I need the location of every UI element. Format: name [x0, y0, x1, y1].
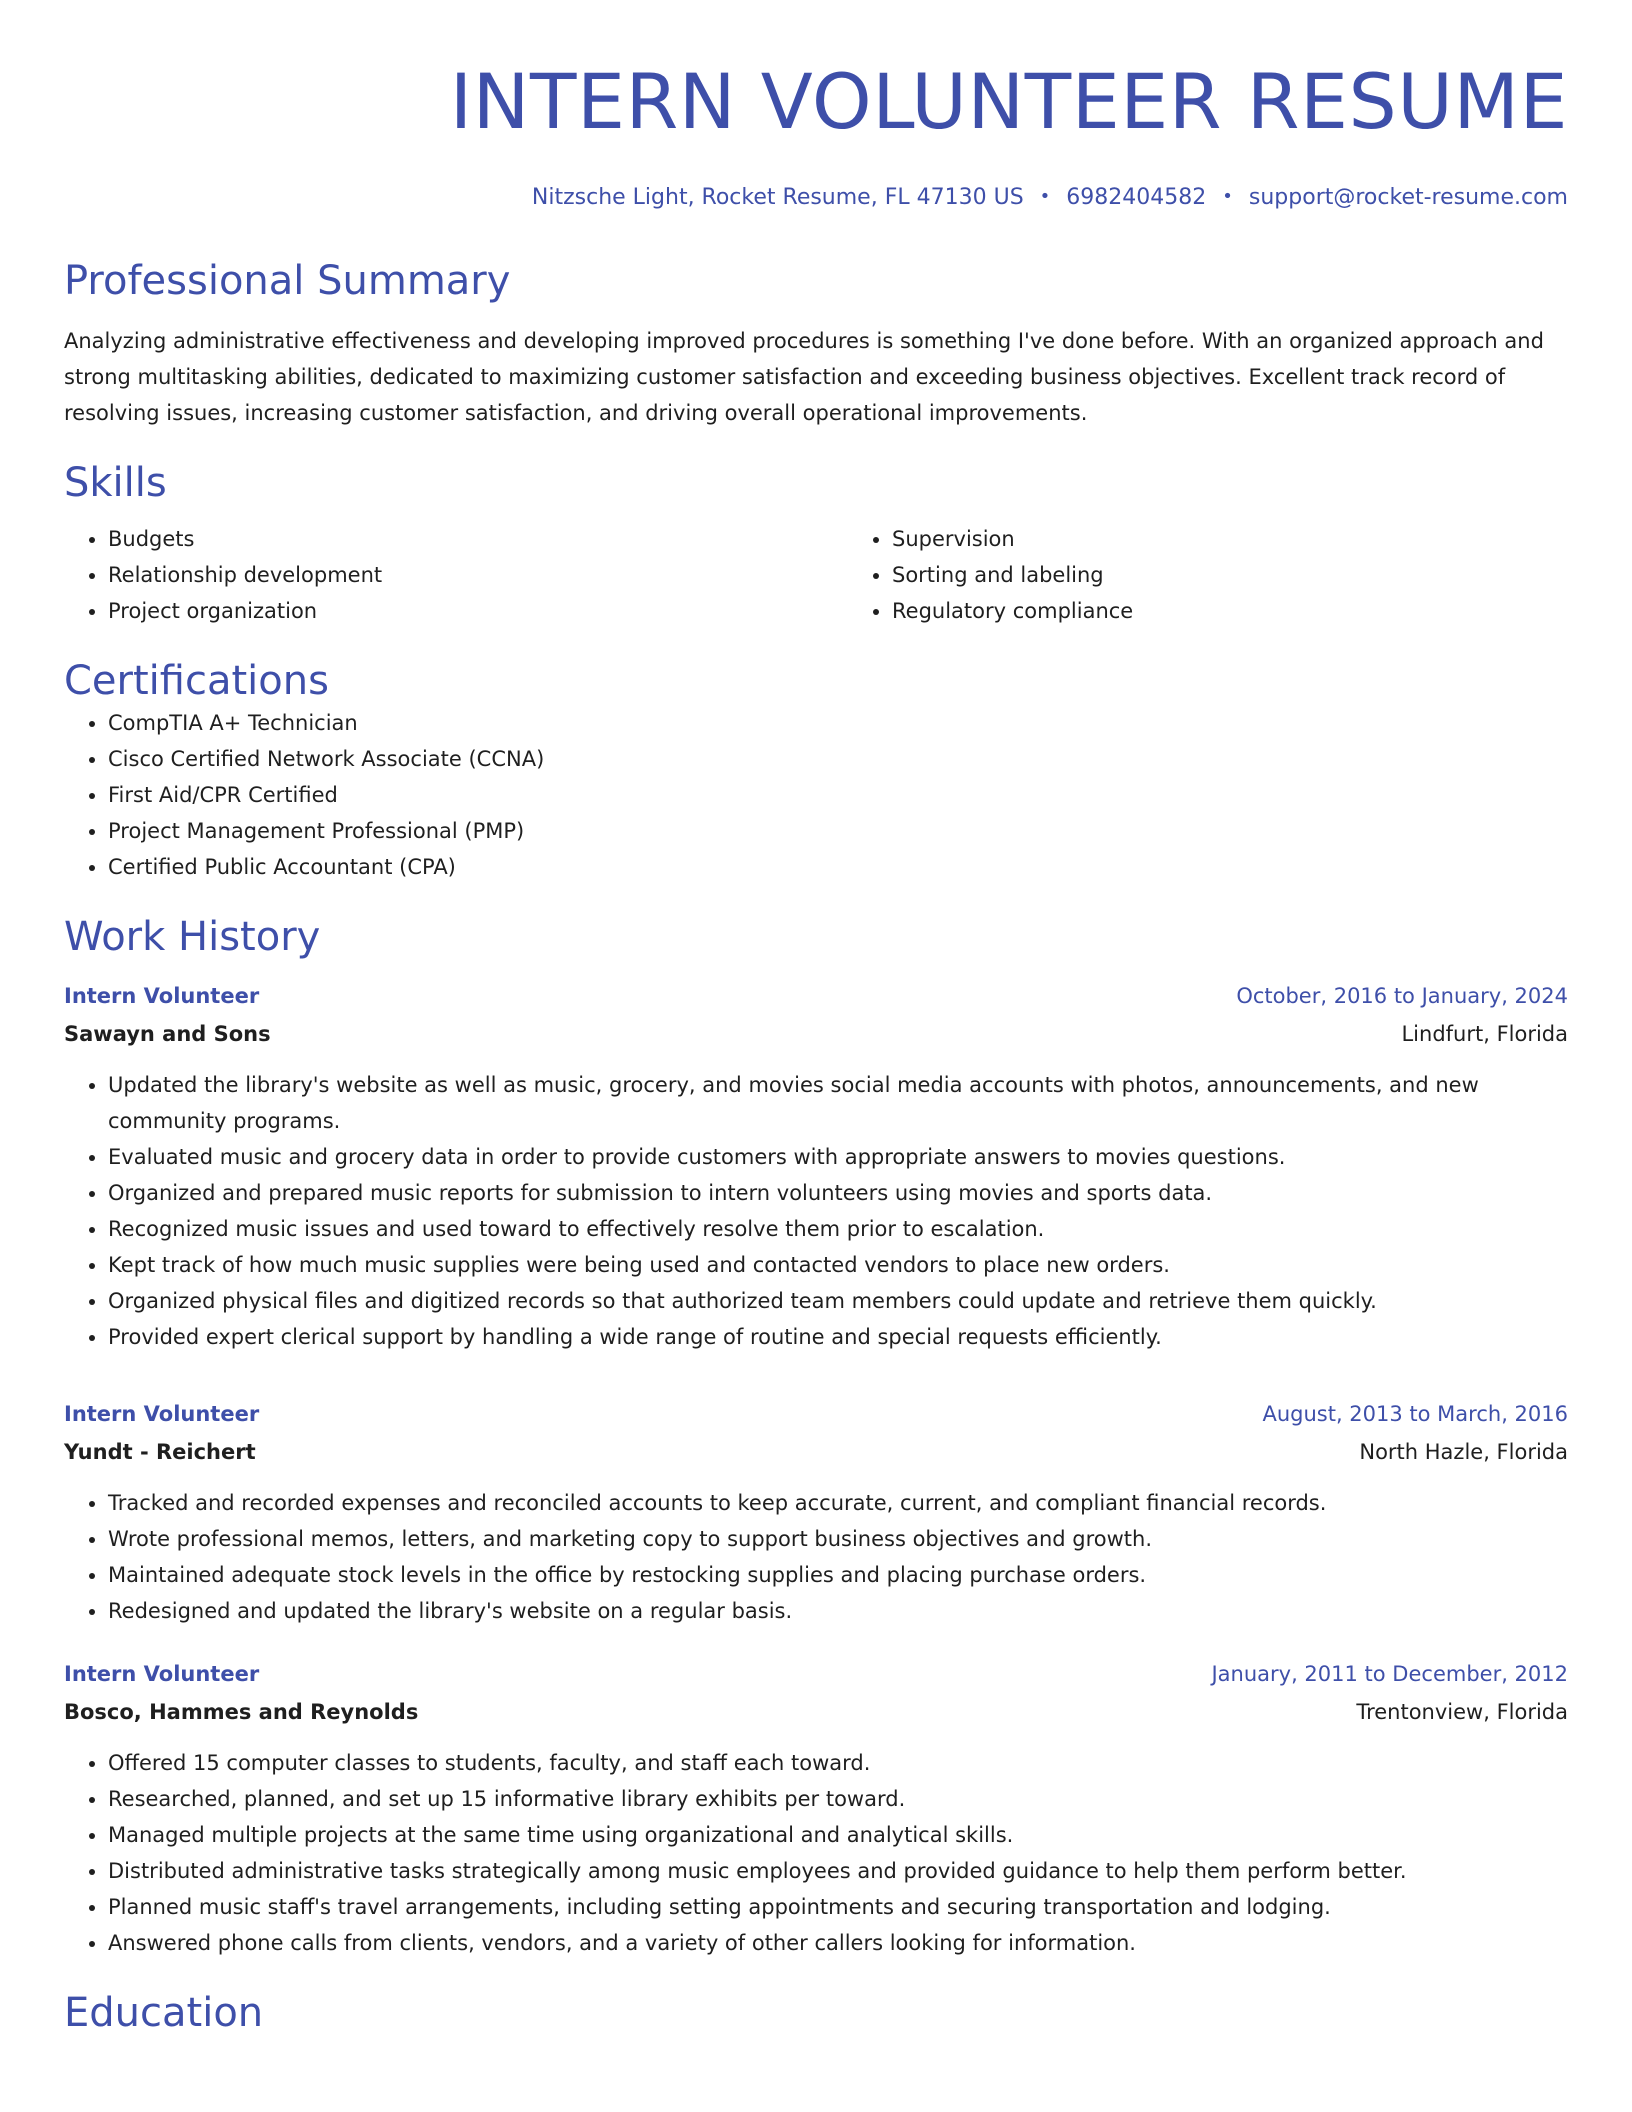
contact-phone: 6982404582	[1066, 185, 1207, 210]
job-bullet: • Recognized music issues and used toward to effectively resolve them prior to escalation.	[108, 1211, 1568, 1247]
job-bullet: • Evaluated music and grocery data in order to provide customers with appropriate answers to movies questions.	[108, 1139, 1568, 1175]
work-history-heading: Work History	[64, 914, 321, 960]
certification-item: • CompTIA A+ Technician	[108, 705, 1568, 741]
job-bullet: • Distributed administrative tasks strategically among music employees and provided guidance to help them perform better.	[108, 1853, 1568, 1889]
job-entry	[64, 1395, 1568, 1629]
skill-item: • Regulatory compliance	[892, 593, 1133, 629]
job-entry	[64, 977, 1568, 1355]
skill-item: • Relationship development	[108, 557, 848, 593]
job-bullet: • Researched, planned, and set up 15 informative library exhibits per toward.	[108, 1781, 1568, 1817]
resume-header	[64, 0, 1568, 213]
job-bullet: • Maintained adequate stock levels in the office by restocking supplies and placing purchase orders.	[108, 1557, 1568, 1593]
job-bullets	[64, 1067, 1568, 1355]
certification-item: • First Aid/CPR Certified	[108, 777, 1568, 813]
skills-column-2	[848, 521, 1133, 629]
job-title: Intern Volunteer	[64, 984, 260, 1008]
skills-list	[64, 521, 1568, 629]
summary-text: Analyzing administrative effectiveness and developing improved procedures is something I've done before. With an organized approach and strong multitasking abilities, dedicated to maximizing customer satisfaction and exceeding business objectives. Excellent track record of resolving issues, increasing customer satisfaction, and driving overall operational improvements.	[64, 329, 1544, 425]
job-bullet: • Provided expert clerical support by handling a wide range of routine and special requests efficiently.	[108, 1319, 1568, 1355]
certification-item: • Certified Public Accountant (CPA)	[108, 849, 1568, 885]
contact-email[interactable]: support@rocket-resume.com	[1248, 185, 1568, 210]
job-company: Bosco, Hammes and Reynolds	[64, 1700, 419, 1724]
job-header-row	[64, 977, 1568, 1015]
resume-name: INTERN VOLUNTEER RESUME	[449, 57, 1568, 146]
job-bullet: • Planned music staff's travel arrangements, including setting appointments and securing transportation and lodging.	[108, 1889, 1568, 1925]
skill-item: • Sorting and labeling	[892, 557, 1133, 593]
job-title: Intern Volunteer	[64, 1662, 260, 1686]
job-bullet: • Updated the library's website as well as music, grocery, and movies social media accounts with photos, announcements, and new community programs.	[108, 1067, 1568, 1139]
job-title: Intern Volunteer	[64, 1402, 260, 1426]
job-company-row	[64, 1015, 1568, 1053]
certifications-list	[64, 705, 1568, 885]
contact-address: Nitzsche Light, Rocket Resume, FL 47130 US	[531, 185, 1024, 210]
job-header-row	[64, 1395, 1568, 1433]
job-bullet: • Organized and prepared music reports for submission to intern volunteers using movies and sports data.	[108, 1175, 1568, 1211]
summary-heading: Professional Summary	[64, 258, 511, 304]
skill-item: • Supervision	[892, 521, 1133, 557]
certifications-heading: Certifications	[64, 658, 329, 704]
job-company: Sawayn and Sons	[64, 1022, 271, 1046]
certification-item: • Project Management Professional (PMP)	[108, 813, 1568, 849]
job-bullets	[64, 1485, 1568, 1629]
contact-separator: •	[1222, 186, 1233, 207]
certification-item: • Cisco Certified Network Associate (CCNA)	[108, 741, 1568, 777]
contact-line	[64, 182, 1568, 213]
job-dates: October, 2016 to January, 2024	[1236, 984, 1568, 1008]
job-company-row	[64, 1693, 1568, 1731]
skill-item: • Budgets	[108, 521, 848, 557]
job-dates: January, 2011 to December, 2012	[1211, 1662, 1568, 1686]
job-bullet: • Answered phone calls from clients, vendors, and a variety of other callers looking for information.	[108, 1925, 1568, 1961]
job-bullet: • Wrote professional memos, letters, and marketing copy to support business objectives and growth.	[108, 1521, 1568, 1557]
contact-separator: •	[1039, 186, 1051, 207]
job-bullets	[64, 1745, 1568, 1961]
job-entry	[64, 1655, 1568, 1961]
job-company-row	[64, 1433, 1568, 1471]
job-company: Yundt - Reichert	[64, 1440, 256, 1464]
education-heading: Education	[64, 1990, 264, 2036]
skills-heading: Skills	[64, 460, 167, 506]
job-location: North Hazle, Florida	[1359, 1440, 1568, 1464]
job-bullet: • Kept track of how much music supplies were being used and contacted vendors to place new orders.	[108, 1247, 1568, 1283]
skill-item: • Project organization	[108, 593, 848, 629]
job-bullet: • Offered 15 computer classes to students, faculty, and staff each toward.	[108, 1745, 1568, 1781]
job-bullet: • Organized physical files and digitized records so that authorized team members could update and retrieve them quickly.	[108, 1283, 1568, 1319]
job-bullet: • Tracked and recorded expenses and reconciled accounts to keep accurate, current, and compliant financial records.	[108, 1485, 1568, 1521]
skills-column-1	[64, 521, 848, 629]
job-dates: August, 2013 to March, 2016	[1262, 1402, 1568, 1426]
job-location: Trentonview, Florida	[1356, 1700, 1568, 1724]
job-bullet: • Managed multiple projects at the same time using organizational and analytical skills.	[108, 1817, 1568, 1853]
job-header-row	[64, 1655, 1568, 1693]
job-bullet: • Redesigned and updated the library's website on a regular basis.	[108, 1593, 1568, 1629]
job-location: Lindfurt, Florida	[1401, 1022, 1568, 1046]
